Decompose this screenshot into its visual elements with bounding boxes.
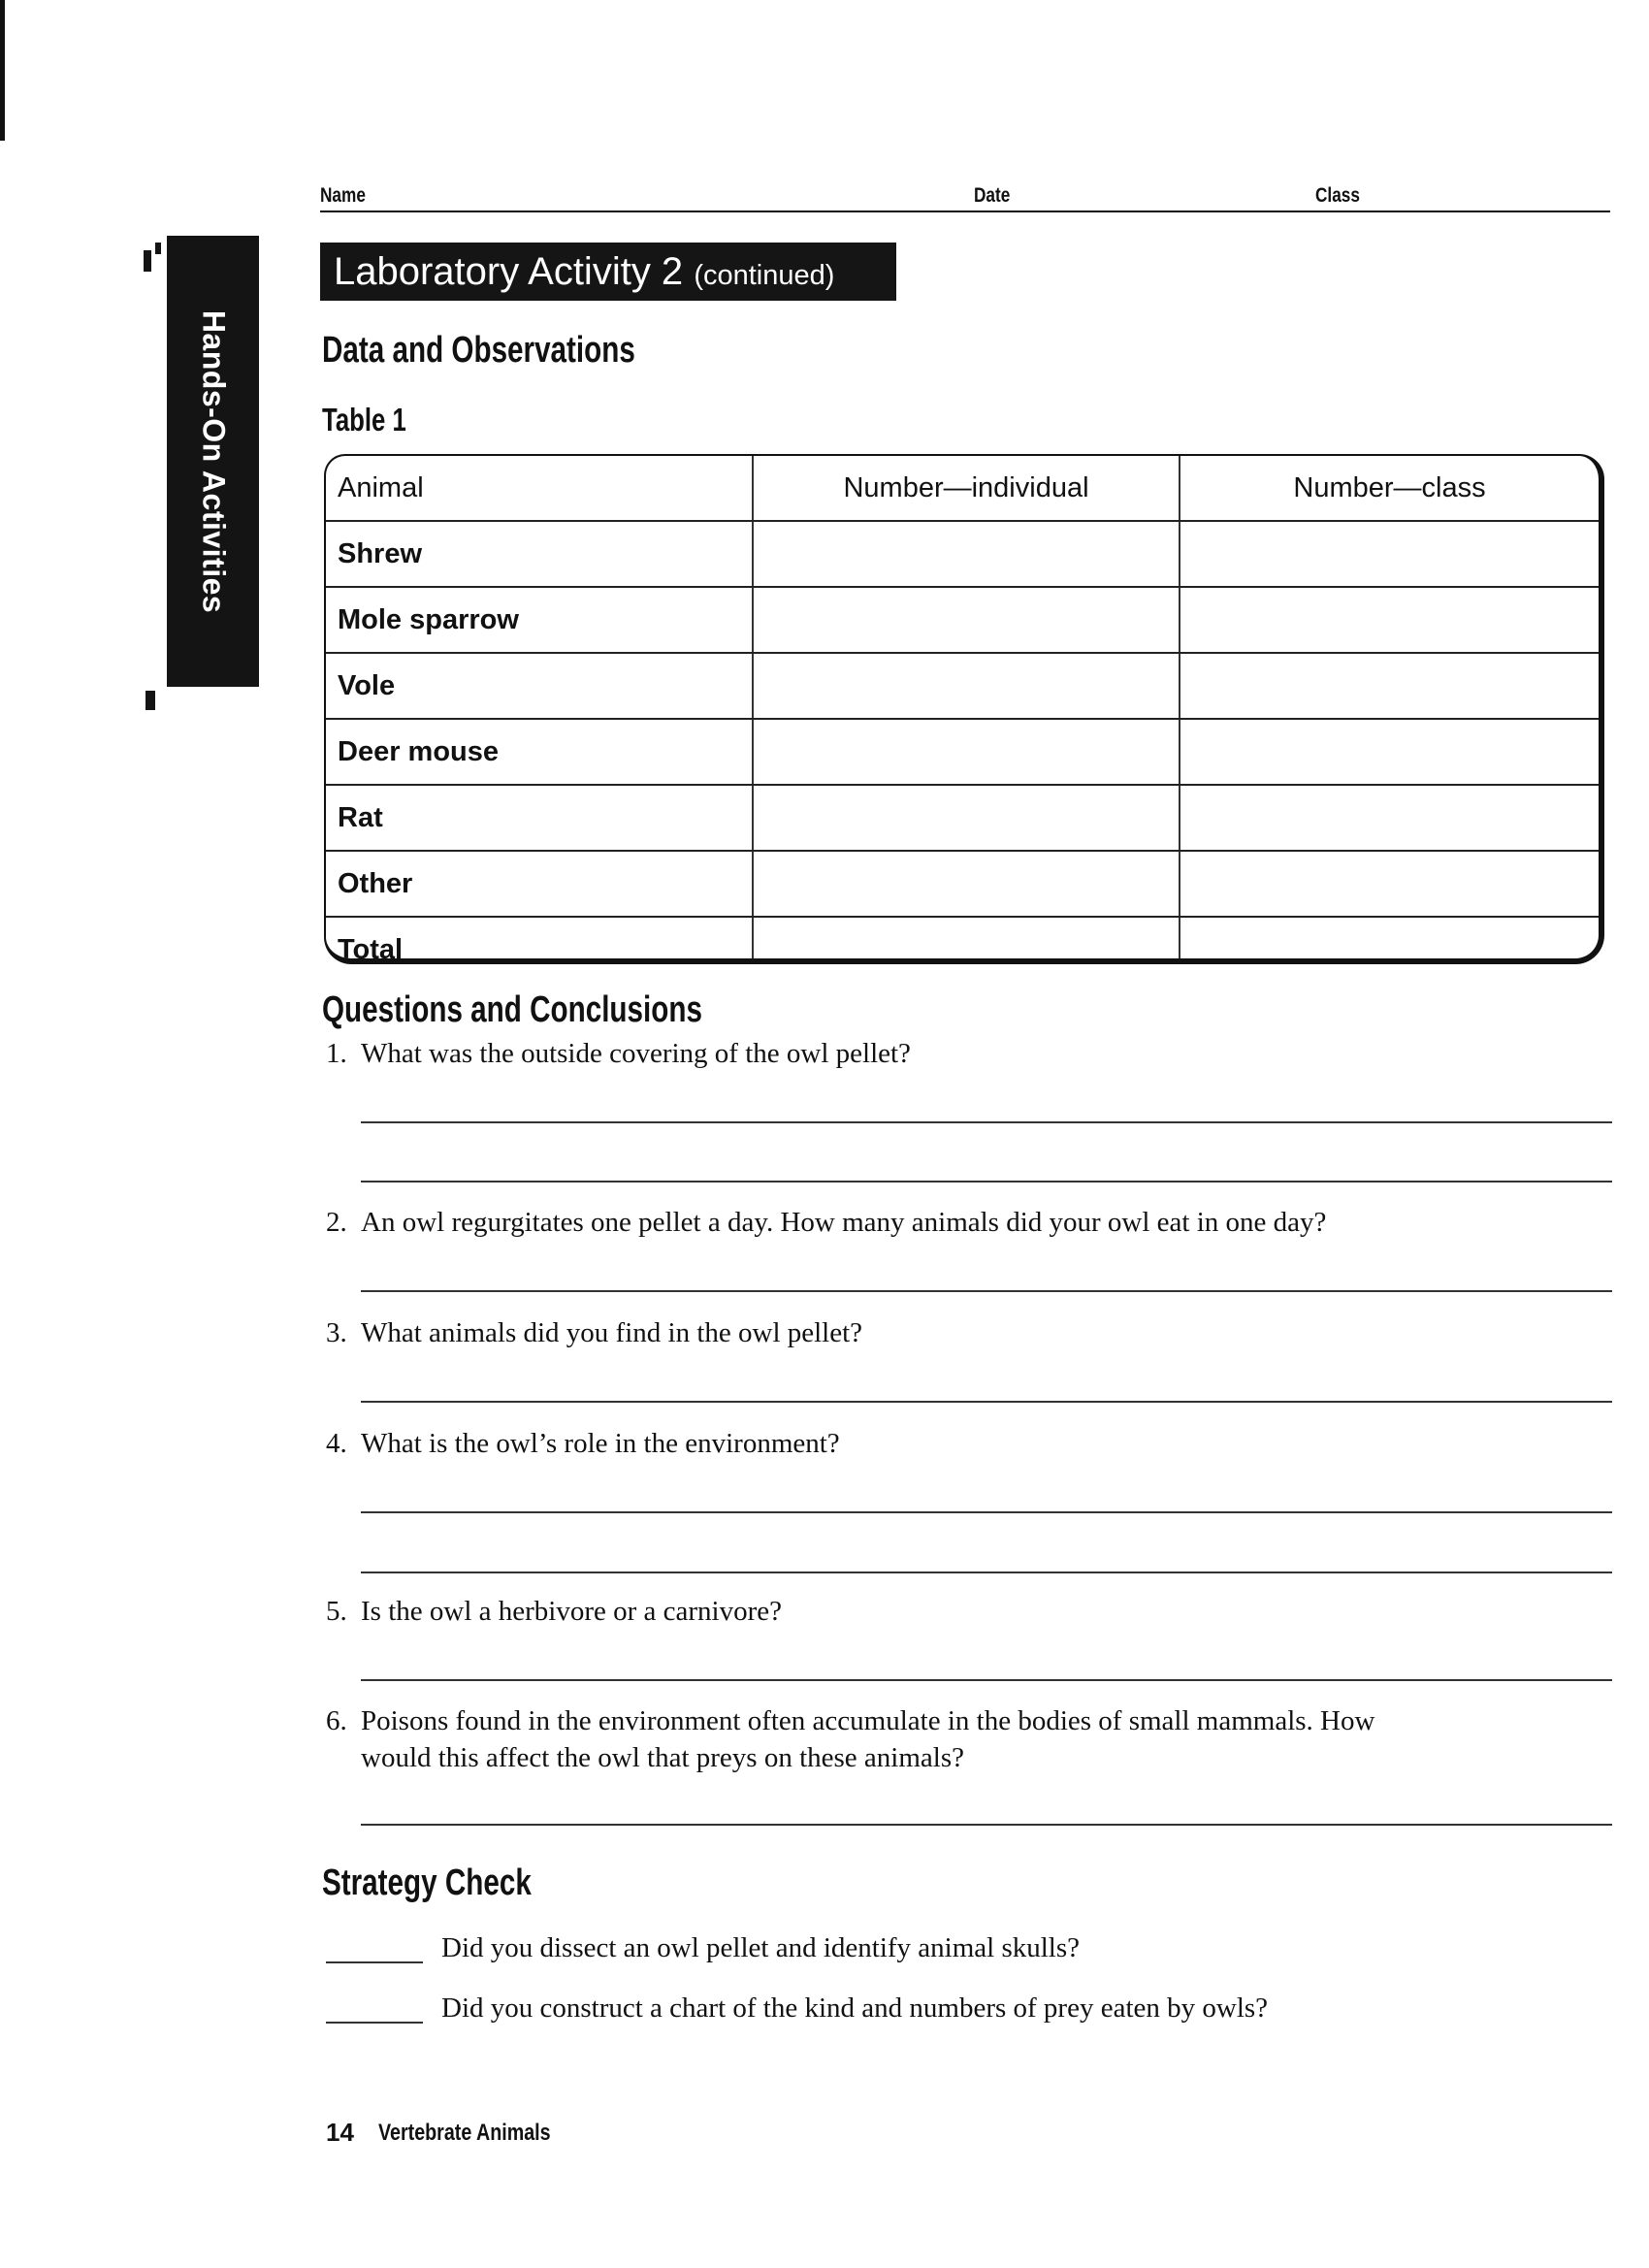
question-3 [326, 1317, 862, 1349]
question-number: 4. [326, 1428, 347, 1459]
class-count-cell[interactable] [1180, 719, 1599, 785]
section-title-data: Data and Observations [322, 330, 635, 371]
answer-line[interactable] [361, 1824, 1612, 1826]
strategy-checkbox-line[interactable] [326, 2022, 423, 2024]
answer-line[interactable] [361, 1121, 1612, 1123]
activity-title: Laboratory Activity 2 [334, 250, 684, 293]
page-number: 14 [326, 2118, 354, 2147]
answer-line[interactable] [361, 1571, 1612, 1573]
animal-cell: Deer mouse [326, 719, 753, 785]
question-text: What is the owl’s role in the environment? [361, 1428, 840, 1459]
question-text: Is the owl a herbivore or a carnivore? [361, 1596, 782, 1627]
question-2 [326, 1207, 1326, 1239]
question-6 [326, 1705, 1374, 1737]
individual-count-cell[interactable] [753, 653, 1180, 719]
table-header-row [326, 456, 1599, 521]
side-tab [167, 236, 259, 687]
column-header-animal: Animal [326, 456, 753, 521]
class-count-cell[interactable] [1180, 785, 1599, 851]
animal-cell: Other [326, 851, 753, 917]
section-title-strategy: Strategy Check [322, 1863, 532, 1903]
answer-line[interactable] [361, 1511, 1612, 1513]
section-title-questions: Questions and Conclusions [322, 989, 702, 1030]
date-label: Date [974, 184, 1011, 207]
animal-cell: Total [326, 917, 753, 964]
class-count-cell[interactable] [1180, 521, 1599, 587]
strategy-checkbox-line[interactable] [326, 1961, 423, 1963]
activity-banner [320, 243, 896, 301]
class-count-cell[interactable] [1180, 851, 1599, 917]
scan-edge-mark [0, 0, 5, 141]
individual-count-cell[interactable] [753, 917, 1180, 964]
tab-tick-bottom [146, 691, 155, 710]
individual-count-cell[interactable] [753, 719, 1180, 785]
tab-tick-top-small [155, 243, 161, 254]
class-count-cell[interactable] [1180, 587, 1599, 653]
question-number: 1. [326, 1038, 347, 1069]
animal-cell: Vole [326, 653, 753, 719]
question-text: Poisons found in the environment often accumulate in the bodies of small mammals. How [361, 1705, 1375, 1736]
question-5 [326, 1596, 782, 1628]
animal-cell: Rat [326, 785, 753, 851]
answer-line[interactable] [361, 1679, 1612, 1681]
question-text: An owl regurgitates one pellet a day. How many animals did your owl eat in one day? [361, 1207, 1327, 1238]
question-number: 2. [326, 1207, 347, 1238]
class-count-cell[interactable] [1180, 653, 1599, 719]
table-caption: Table 1 [322, 402, 406, 437]
table-row-total [326, 917, 1599, 964]
question-4 [326, 1428, 840, 1460]
table-row [326, 719, 1599, 785]
answer-line[interactable] [361, 1401, 1612, 1403]
table-row [326, 521, 1599, 587]
question-1 [326, 1038, 911, 1070]
data-table [326, 456, 1599, 964]
header-rule [320, 211, 1610, 212]
class-label: Class [1315, 184, 1360, 207]
answer-line[interactable] [361, 1290, 1612, 1292]
strategy-item: Did you construct a chart of the kind and numbers of prey eaten by owls? [441, 1993, 1269, 2024]
question-6-continued: would this affect the owl that preys on these animals? [361, 1742, 964, 1773]
question-number: 3. [326, 1317, 347, 1348]
name-label: Name [320, 184, 366, 207]
table-row [326, 587, 1599, 653]
individual-count-cell[interactable] [753, 521, 1180, 587]
activity-suffix: (continued) [694, 260, 835, 291]
table-row [326, 851, 1599, 917]
individual-count-cell[interactable] [753, 851, 1180, 917]
animal-cell: Mole sparrow [326, 587, 753, 653]
side-tab-label: Hands-On Activities [196, 309, 231, 613]
table-row [326, 653, 1599, 719]
individual-count-cell[interactable] [753, 785, 1180, 851]
answer-line[interactable] [361, 1181, 1612, 1183]
individual-count-cell[interactable] [753, 587, 1180, 653]
class-count-cell[interactable] [1180, 917, 1599, 964]
question-text: What animals did you find in the owl pellet? [361, 1317, 863, 1348]
column-header-individual: Number—individual [753, 456, 1180, 521]
animal-cell: Shrew [326, 521, 753, 587]
question-number: 6. [326, 1705, 347, 1736]
question-number: 5. [326, 1596, 347, 1627]
strategy-item: Did you dissect an owl pellet and identify animal skulls? [441, 1932, 1081, 1963]
table-row [326, 785, 1599, 851]
book-title: Vertebrate Animals [378, 2120, 551, 2146]
data-table-frame [324, 454, 1604, 964]
tab-tick-top [144, 250, 151, 272]
question-text: What was the outside covering of the owl pellet? [361, 1038, 911, 1069]
column-header-class: Number—class [1180, 456, 1599, 521]
